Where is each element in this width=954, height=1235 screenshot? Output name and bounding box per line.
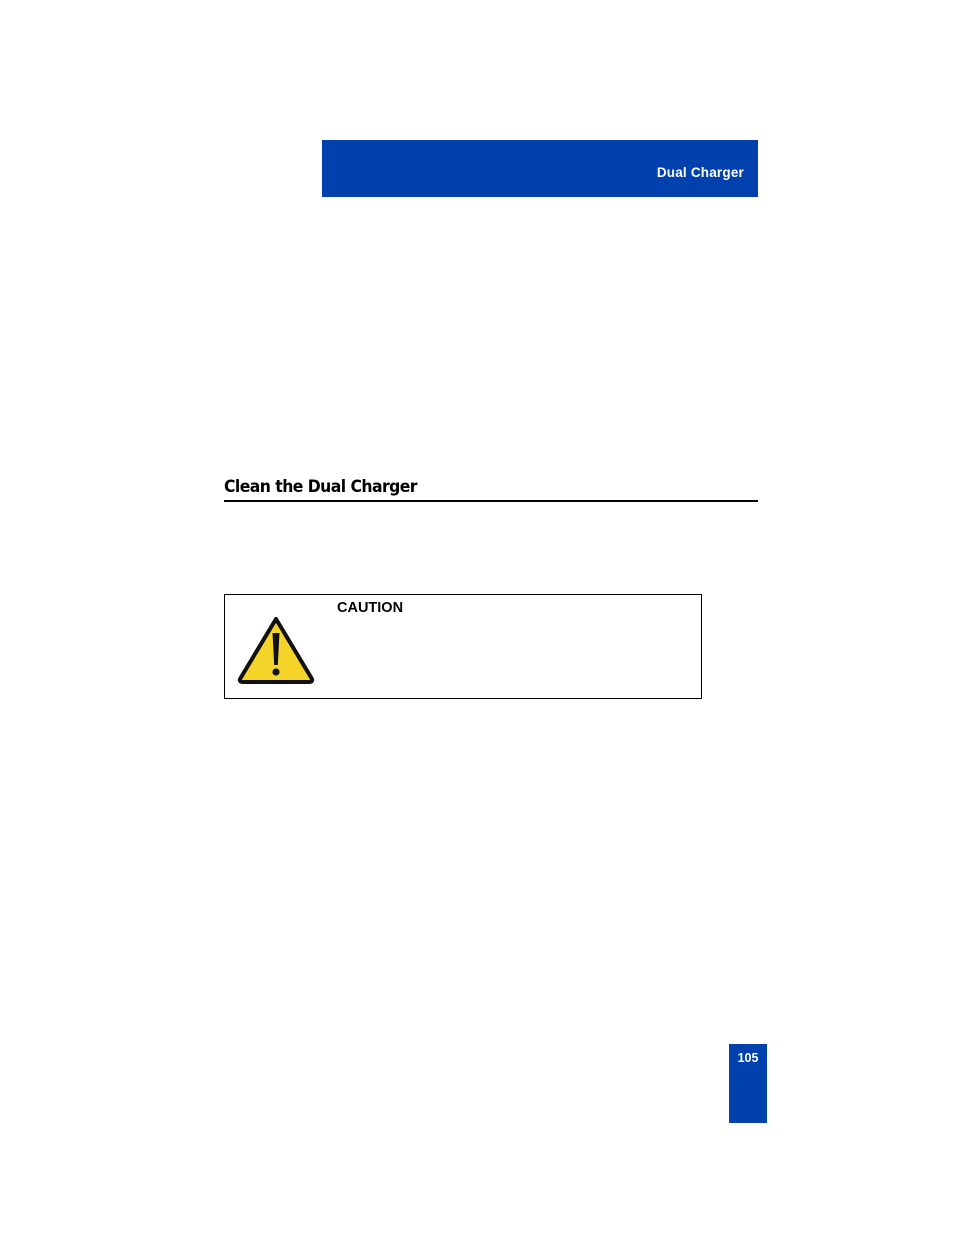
page-number: 105 <box>737 1051 759 1065</box>
caution-box <box>224 594 702 699</box>
caution-label: CAUTION <box>337 600 404 616</box>
section-heading <box>224 476 758 502</box>
chapter-title: Dual Charger <box>656 165 744 180</box>
warning-triangle-icon <box>237 615 315 685</box>
chapter-header-band <box>322 140 758 197</box>
section-heading-text: Clean the Dual Charger <box>224 477 417 497</box>
page-number-tab <box>729 1044 767 1123</box>
